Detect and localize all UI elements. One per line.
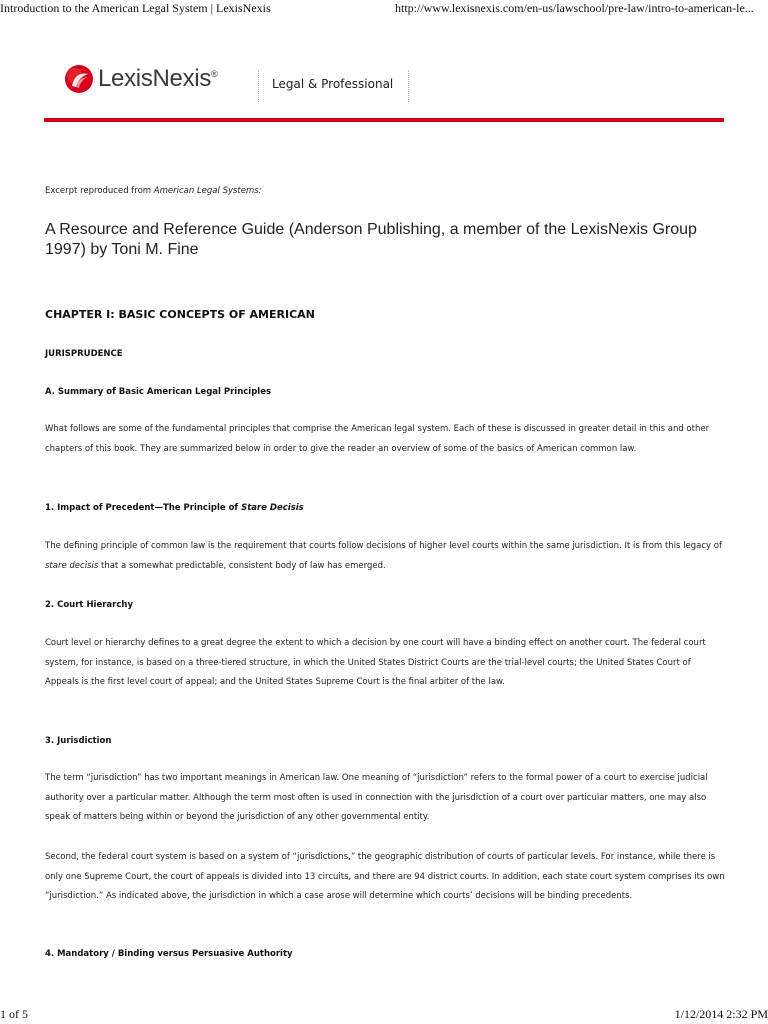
logo-wordmark: LexisNexis® <box>98 65 218 92</box>
chapter-title: CHAPTER I: BASIC CONCEPTS OF AMERICAN <box>45 308 315 321</box>
brand-tagline: Legal & Professional <box>272 77 394 91</box>
section-heading-1: 1. Impact of Precedent—The Principle of Stare Decisis <box>45 503 304 513</box>
section-3-body-2: Second, the federal court system is based on a system of “jurisdictions,” the geographic distribution of courts of particular levels. For instance, while there is only one Supreme Court, the court of appeals is divided into 13 circuits, and there are 94 district courts. In addition, each state court system comprises its own “jurisdiction.” As indicated above, the jurisdiction in which a case arose will determine which courts’ decisions will be binding precedents. <box>45 852 725 901</box>
section-heading-2: 2. Court Hierarchy <box>45 600 133 610</box>
article-subtitle: A Resource and Reference Guide (Anderson Publishing, a member of the LexisNexis Group 1997) by Toni M. Fine <box>45 221 697 258</box>
section-a-intro: What follows are some of the fundamental principles that comprise the American legal system. Each of these is discussed in greater detail in this and other chapters of this book. They are summarized below in order to give the reader an overview of some of the basics of American common law. <box>45 424 710 454</box>
excerpt-note: Excerpt reproduced from American Legal Systems: <box>45 186 262 196</box>
section-1-body: The defining principle of common law is the requirement that courts follow decisions of higher level courts within the same jurisdiction. It is from this legacy of stare decisis that a somewhat predictable, consistent body of law has emerged. <box>45 541 722 571</box>
site-header <box>44 56 724 122</box>
print-datetime: 1/12/2014 2:32 PM <box>674 1007 768 1021</box>
print-page-url: http://www.lexisnexis.com/en-us/lawschool/pre-law/intro-to-american-le... <box>395 1 754 15</box>
print-page-title: Introduction to the American Legal System | LexisNexis <box>0 1 271 15</box>
header-accent-rule <box>44 118 724 122</box>
header-divider <box>258 70 259 102</box>
section-2-body: Court level or hierarchy defines to a great degree the extent to which a decision by one court will have a binding effect on another court. The federal court system, for instance, is based on a three-tiered structure, in which the United States District Courts are the trial-level courts; the United States Court of Appeals is the first level court of appeal; and the United States Supreme Court is the final arbiter of the law. <box>45 638 706 687</box>
section-heading-a: A. Summary of Basic American Legal Principles <box>45 387 272 397</box>
chapter-subtitle: JURISPRUDENCE <box>45 349 123 359</box>
lexisnexis-logo-icon <box>64 64 94 94</box>
print-footer <box>0 1004 768 1024</box>
excerpt-source: American Legal Systems: <box>153 186 262 196</box>
print-page-number: 1 of 5 <box>0 1007 28 1021</box>
section-heading-4: 4. Mandatory / Binding versus Persuasive Authority <box>45 949 293 959</box>
print-header <box>0 0 768 18</box>
section-heading-3: 3. Jurisdiction <box>45 736 112 746</box>
lexisnexis-logo[interactable] <box>64 62 217 96</box>
section-3-body-1: The term “jurisdiction” has two important meanings in American law. One meaning of “jurisdiction” refers to the formal power of a court to exercise judicial authority over a particular matter. Although the term most often is used in connection with the jurisdiction of a court over particular matters, one may also speak of matters being within or beyond the jurisdiction of any other governmental entity. <box>45 773 708 822</box>
header-divider <box>408 70 409 102</box>
